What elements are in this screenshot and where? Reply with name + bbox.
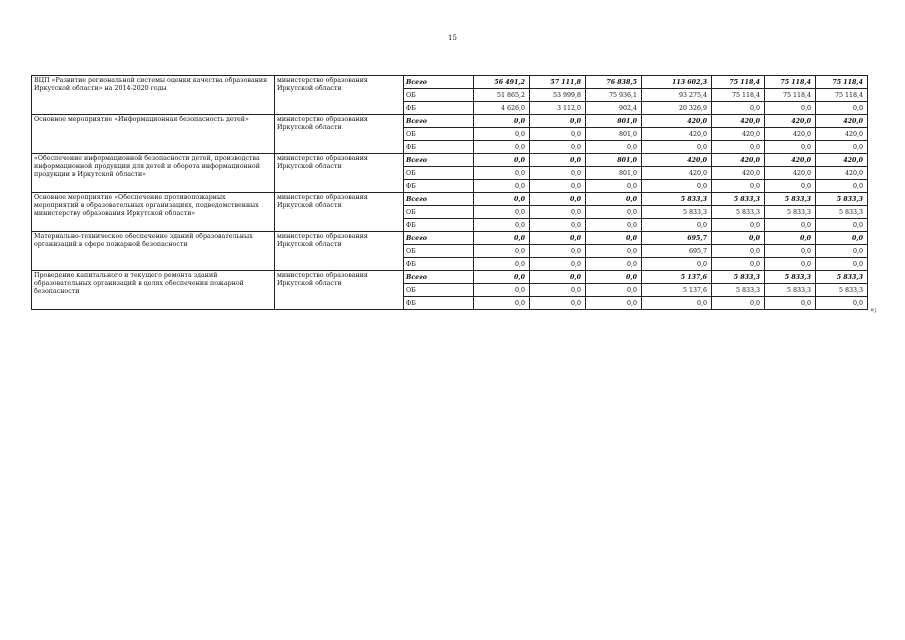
value-cell: 5 833,3 bbox=[816, 193, 868, 206]
budget-table bbox=[31, 75, 868, 310]
value-cell: 93 275,4 bbox=[642, 89, 712, 102]
funding-source-cell: ФБ bbox=[404, 141, 474, 154]
funding-source-cell: Всего bbox=[404, 76, 474, 89]
table-row bbox=[32, 154, 868, 167]
funding-source-cell: ФБ bbox=[404, 219, 474, 232]
value-cell: 0,0 bbox=[474, 232, 530, 245]
table-row bbox=[32, 232, 868, 245]
value-cell: 51 865,2 bbox=[474, 89, 530, 102]
executor-cell: министерство образования Иркутской области bbox=[275, 271, 404, 310]
value-cell: 5 833,3 bbox=[765, 193, 816, 206]
page-number: 15 bbox=[448, 34, 457, 42]
value-cell: 0,0 bbox=[712, 232, 765, 245]
executor-cell: министерство образования Иркутской области bbox=[275, 193, 404, 232]
value-cell: 0,0 bbox=[474, 245, 530, 258]
value-cell: 3 112,0 bbox=[530, 102, 586, 115]
value-cell: 0,0 bbox=[816, 232, 868, 245]
value-cell: 0,0 bbox=[586, 271, 642, 284]
value-cell: 53 999,8 bbox=[530, 89, 586, 102]
value-cell: 0,0 bbox=[474, 271, 530, 284]
funding-source-cell: ОБ bbox=[404, 284, 474, 297]
value-cell: 5 833,3 bbox=[642, 206, 712, 219]
value-cell: 0,0 bbox=[530, 284, 586, 297]
funding-source-cell: Всего bbox=[404, 154, 474, 167]
value-cell: 0,0 bbox=[586, 141, 642, 154]
value-cell: 0,0 bbox=[474, 180, 530, 193]
executor-cell: министерство образования Иркутской области bbox=[275, 76, 404, 115]
value-cell: 420,0 bbox=[712, 167, 765, 180]
value-cell: 420,0 bbox=[642, 128, 712, 141]
value-cell: 801,0 bbox=[586, 128, 642, 141]
value-cell: 0,0 bbox=[474, 219, 530, 232]
value-cell: 0,0 bbox=[642, 258, 712, 271]
value-cell: 0,0 bbox=[816, 180, 868, 193]
value-cell: 0,0 bbox=[712, 258, 765, 271]
value-cell: 75 118,4 bbox=[816, 89, 868, 102]
value-cell: 0,0 bbox=[765, 245, 816, 258]
value-cell: 695,7 bbox=[642, 232, 712, 245]
value-cell: 420,0 bbox=[765, 128, 816, 141]
value-cell: 5 833,3 bbox=[712, 271, 765, 284]
value-cell: 0,0 bbox=[530, 167, 586, 180]
value-cell: 420,0 bbox=[816, 167, 868, 180]
value-cell: 20 326,9 bbox=[642, 102, 712, 115]
value-cell: 420,0 bbox=[712, 115, 765, 128]
funding-source-cell: ФБ bbox=[404, 102, 474, 115]
value-cell: 5 137,6 bbox=[642, 284, 712, 297]
value-cell: 420,0 bbox=[642, 167, 712, 180]
value-cell: 0,0 bbox=[530, 141, 586, 154]
value-cell: 5 137,6 bbox=[642, 271, 712, 284]
value-cell: 57 111,8 bbox=[530, 76, 586, 89]
value-cell: 420,0 bbox=[712, 128, 765, 141]
value-cell: 801,0 bbox=[586, 154, 642, 167]
table-row bbox=[32, 76, 868, 89]
value-cell: 0,0 bbox=[586, 232, 642, 245]
funding-source-cell: ОБ bbox=[404, 89, 474, 102]
funding-source-cell: Всего bbox=[404, 193, 474, 206]
value-cell: 0,0 bbox=[816, 141, 868, 154]
value-cell: 420,0 bbox=[765, 167, 816, 180]
value-cell: 0,0 bbox=[586, 206, 642, 219]
value-cell: 420,0 bbox=[765, 154, 816, 167]
value-cell: 5 833,3 bbox=[765, 206, 816, 219]
table-row bbox=[32, 193, 868, 206]
value-cell: 0,0 bbox=[642, 141, 712, 154]
value-cell: 0,0 bbox=[765, 258, 816, 271]
funding-source-cell: ФБ bbox=[404, 258, 474, 271]
table-row bbox=[32, 115, 868, 128]
value-cell: 0,0 bbox=[474, 167, 530, 180]
value-cell: 0,0 bbox=[765, 219, 816, 232]
value-cell: 0,0 bbox=[474, 284, 530, 297]
value-cell: 75 118,4 bbox=[816, 76, 868, 89]
funding-source-cell: ФБ bbox=[404, 297, 474, 310]
funding-source-cell: ФБ bbox=[404, 180, 474, 193]
budget-table-body bbox=[32, 76, 868, 310]
value-cell: 420,0 bbox=[642, 154, 712, 167]
value-cell: 75 118,4 bbox=[765, 76, 816, 89]
value-cell: 0,0 bbox=[474, 193, 530, 206]
value-cell: 420,0 bbox=[816, 154, 868, 167]
value-cell: 75 118,4 bbox=[712, 89, 765, 102]
value-cell: 420,0 bbox=[765, 115, 816, 128]
value-cell: 0,0 bbox=[530, 297, 586, 310]
funding-source-cell: Всего bbox=[404, 271, 474, 284]
value-cell: 0,0 bbox=[816, 245, 868, 258]
value-cell: 0,0 bbox=[642, 297, 712, 310]
value-cell: 56 491,2 bbox=[474, 76, 530, 89]
table-row bbox=[32, 271, 868, 284]
value-cell: 0,0 bbox=[586, 245, 642, 258]
value-cell: 420,0 bbox=[816, 128, 868, 141]
program-name-cell: Основное мероприятие «Обеспечение противопожарных мероприятий в образовательных организациях, подведомственных министерству образования Иркутской области» bbox=[32, 193, 275, 232]
value-cell: 5 833,3 bbox=[816, 284, 868, 297]
value-cell: 0,0 bbox=[530, 115, 586, 128]
value-cell: 0,0 bbox=[530, 219, 586, 232]
value-cell: 0,0 bbox=[765, 102, 816, 115]
value-cell: 5 833,3 bbox=[816, 206, 868, 219]
value-cell: 5 833,3 bbox=[765, 284, 816, 297]
value-cell: 0,0 bbox=[712, 219, 765, 232]
executor-cell: министерство образования Иркутской области bbox=[275, 115, 404, 154]
value-cell: 0,0 bbox=[474, 154, 530, 167]
funding-source-cell: ОБ bbox=[404, 245, 474, 258]
funding-source-cell: Всего bbox=[404, 232, 474, 245]
value-cell: 0,0 bbox=[530, 245, 586, 258]
program-name-cell: Проведение капитального и текущего ремонта зданий образовательных организаций в целях обеспечения пожарной безопасности bbox=[32, 271, 275, 310]
closing-mark: »; bbox=[870, 306, 877, 314]
value-cell: 0,0 bbox=[765, 297, 816, 310]
value-cell: 4 626,0 bbox=[474, 102, 530, 115]
value-cell: 0,0 bbox=[712, 245, 765, 258]
value-cell: 0,0 bbox=[474, 128, 530, 141]
value-cell: 75 118,4 bbox=[712, 76, 765, 89]
value-cell: 5 833,3 bbox=[712, 193, 765, 206]
value-cell: 5 833,3 bbox=[816, 271, 868, 284]
value-cell: 0,0 bbox=[530, 232, 586, 245]
value-cell: 420,0 bbox=[642, 115, 712, 128]
executor-cell: министерство образования Иркутской области bbox=[275, 154, 404, 193]
value-cell: 0,0 bbox=[530, 258, 586, 271]
value-cell: 902,4 bbox=[586, 102, 642, 115]
program-name-cell: Основное мероприятие «Информационная безопасность детей» bbox=[32, 115, 275, 154]
value-cell: 0,0 bbox=[765, 180, 816, 193]
value-cell: 0,0 bbox=[816, 258, 868, 271]
value-cell: 0,0 bbox=[474, 141, 530, 154]
value-cell: 420,0 bbox=[712, 154, 765, 167]
value-cell: 75 118,4 bbox=[765, 89, 816, 102]
value-cell: 420,0 bbox=[816, 115, 868, 128]
value-cell: 0,0 bbox=[712, 297, 765, 310]
value-cell: 113 602,3 bbox=[642, 76, 712, 89]
value-cell: 0,0 bbox=[530, 206, 586, 219]
value-cell: 0,0 bbox=[642, 219, 712, 232]
value-cell: 0,0 bbox=[712, 180, 765, 193]
value-cell: 0,0 bbox=[712, 102, 765, 115]
value-cell: 0,0 bbox=[586, 219, 642, 232]
value-cell: 0,0 bbox=[586, 193, 642, 206]
value-cell: 0,0 bbox=[586, 180, 642, 193]
program-name-cell: ВЦП «Развитие региональной системы оценки качества образования Иркутской области» на 2014-2020 годы bbox=[32, 76, 275, 115]
funding-source-cell: ОБ bbox=[404, 167, 474, 180]
value-cell: 76 838,5 bbox=[586, 76, 642, 89]
value-cell: 0,0 bbox=[530, 271, 586, 284]
value-cell: 695,7 bbox=[642, 245, 712, 258]
value-cell: 801,0 bbox=[586, 115, 642, 128]
value-cell: 5 833,3 bbox=[712, 206, 765, 219]
value-cell: 0,0 bbox=[530, 128, 586, 141]
value-cell: 0,0 bbox=[586, 284, 642, 297]
value-cell: 0,0 bbox=[530, 193, 586, 206]
program-name-cell: «Обеспечение информационной безопасности детей, производства информационной продукции для детей и оборота информационной продукции в Иркутской области» bbox=[32, 154, 275, 193]
value-cell: 0,0 bbox=[816, 102, 868, 115]
value-cell: 0,0 bbox=[474, 258, 530, 271]
value-cell: 0,0 bbox=[712, 141, 765, 154]
value-cell: 0,0 bbox=[530, 180, 586, 193]
value-cell: 0,0 bbox=[816, 297, 868, 310]
program-name-cell: Материально-техническое обеспечение зданий образовательных организаций в сфере пожарной безопасности bbox=[32, 232, 275, 271]
value-cell: 0,0 bbox=[586, 258, 642, 271]
value-cell: 0,0 bbox=[642, 180, 712, 193]
value-cell: 5 833,3 bbox=[642, 193, 712, 206]
value-cell: 0,0 bbox=[530, 154, 586, 167]
value-cell: 0,0 bbox=[474, 115, 530, 128]
executor-cell: министерство образования Иркутской области bbox=[275, 232, 404, 271]
value-cell: 0,0 bbox=[474, 297, 530, 310]
value-cell: 75 936,1 bbox=[586, 89, 642, 102]
value-cell: 0,0 bbox=[816, 219, 868, 232]
value-cell: 0,0 bbox=[474, 206, 530, 219]
value-cell: 0,0 bbox=[586, 297, 642, 310]
funding-source-cell: ОБ bbox=[404, 128, 474, 141]
value-cell: 0,0 bbox=[765, 232, 816, 245]
value-cell: 5 833,3 bbox=[712, 284, 765, 297]
value-cell: 801,0 bbox=[586, 167, 642, 180]
funding-source-cell: ОБ bbox=[404, 206, 474, 219]
funding-source-cell: Всего bbox=[404, 115, 474, 128]
value-cell: 5 833,3 bbox=[765, 271, 816, 284]
value-cell: 0,0 bbox=[765, 141, 816, 154]
